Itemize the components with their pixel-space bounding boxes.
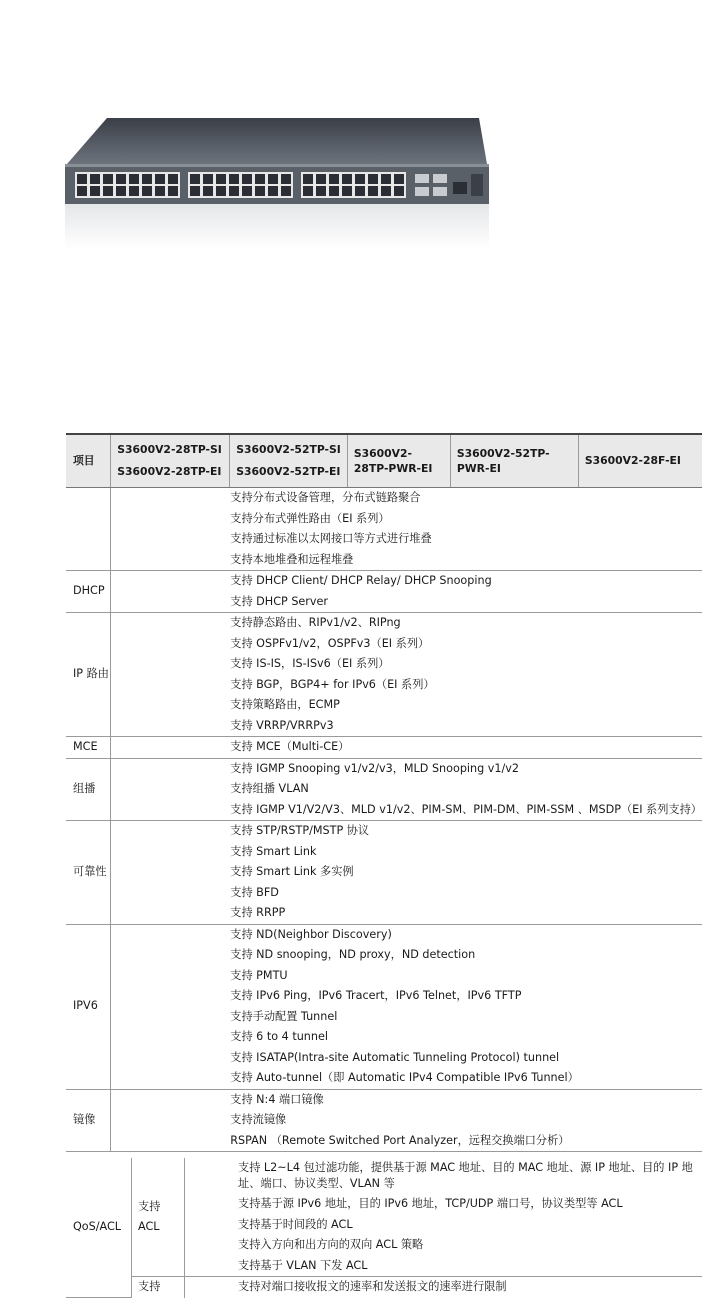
qos-table xyxy=(66,1158,702,1298)
header-col5: S3600V2-28F-EI xyxy=(578,434,702,488)
table-row xyxy=(66,613,702,737)
header-col4: S3600V2-52TP-PWR-EI xyxy=(450,434,578,488)
header-col3: S3600V2-28TP-PWR-EI xyxy=(347,434,450,488)
row-values: 支持 STP/RSTP/MSTP 协议 支持 Smart Link 支持 Smart Link 多实例 支持 BFD 支持 RRPP xyxy=(111,821,702,925)
table-row xyxy=(66,1089,702,1152)
table-row xyxy=(66,1158,702,1277)
table-row xyxy=(66,1277,702,1298)
sub-label-acl: 支持 ACL xyxy=(132,1158,185,1277)
row-label: 可靠性 xyxy=(66,821,111,925)
network-switch-icon xyxy=(55,100,495,270)
spec-table xyxy=(66,433,702,1152)
row-values: 支持 ND(Neighbor Discovery) 支持 ND snooping，ND proxy，ND detection 支持 PMTU 支持 IPv6 Ping，IPv6 Tracert，IPv6 Telnet，IPv6 TFTP 支持手动配置 Tunnel 支持 6 to 4 tunnel 支持 ISATAP(Intra-site Automatic Tunneling Protocol) tunnel 支持 Auto-tunnel（即 Automatic IPv4 Compatible IPv6 Tunnel） xyxy=(111,924,702,1089)
table-row xyxy=(66,488,702,571)
table-row xyxy=(66,571,702,613)
row-label: MCE xyxy=(66,737,111,759)
sub-label-rate: 支持 xyxy=(132,1277,185,1298)
table-row xyxy=(66,758,702,821)
row-label: QoS/ACL xyxy=(66,1158,132,1298)
row-label: DHCP xyxy=(66,571,111,613)
table-row xyxy=(66,737,702,759)
row-label: IP 路由 xyxy=(66,613,111,737)
row-values: 支持静态路由、RIPv1/v2、RIPng 支持 OSPFv1/v2，OSPFv3（EI 系列） 支持 IS-IS，IS-ISv6（EI 系列） 支持 BGP，BGP4+ for IPv6（EI 系列） 支持策略路由，ECMP 支持 VRRP/VRRPv3 xyxy=(111,613,702,737)
table-row xyxy=(66,924,702,1089)
product-image xyxy=(55,100,495,270)
row-label: IPV6 xyxy=(66,924,111,1089)
row-values: 支持 MCE（Multi-CE） xyxy=(111,737,702,759)
row-values: 支持 DHCP Client/ DHCP Relay/ DHCP Snooping 支持 DHCP Server xyxy=(111,571,702,613)
row-label: 镜像 xyxy=(66,1089,111,1152)
header-col1: S3600V2-28TP-SI S3600V2-28TP-EI xyxy=(111,434,230,488)
row-values: 支持 L2~L4 包过滤功能，提供基于源 MAC 地址、目的 MAC 地址、源 IP 地址、目的 IP 地址、端口、协议类型、VLAN 等 支持基于源 IPv6 地址，目的 IPv6 地址，TCP/UDP 端口号，协议类型等 ACL 支持基于时间段的 ACL 支持入方向和出方向的双向 ACL 策略 支持基于 VLAN 下发 ACL xyxy=(185,1158,703,1277)
row-values: 支持分布式设备管理，分布式链路聚合 支持分布式弹性路由（EI 系列） 支持通过标准以太网接口等方式进行堆叠 支持本地堆叠和远程堆叠 xyxy=(111,488,702,571)
row-values: 支持 N:4 端口镜像 支持流镜像 RSPAN （Remote Switched Port Analyzer，远程交换端口分析） xyxy=(111,1089,702,1152)
row-label xyxy=(66,488,111,571)
row-values: 支持对端口接收报文的速率和发送报文的速率进行限制 xyxy=(185,1277,703,1298)
table-row xyxy=(66,821,702,925)
row-label: 组播 xyxy=(66,758,111,821)
header-item: 项目 xyxy=(66,434,111,488)
header-col2: S3600V2-52TP-SI S3600V2-52TP-EI xyxy=(230,434,348,488)
row-values: 支持 IGMP Snooping v1/v2/v3，MLD Snooping v1/v2 支持组播 VLAN 支持 IGMP V1/V2/V3、MLD v1/v2、PIM-SM、PIM-DM、PIM-SSM 、MSDP（EI 系列支持） xyxy=(111,758,702,821)
table-header xyxy=(66,434,702,488)
